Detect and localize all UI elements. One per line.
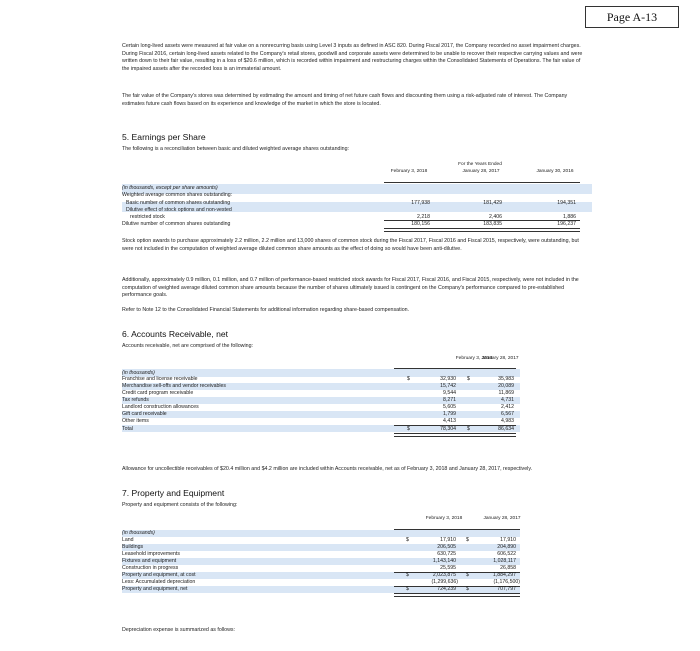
currency-symbol: $ [466,586,469,592]
eps-section-title: 5. Earnings per Share [122,132,206,142]
ppe-col-header-1: February 3, 2018 [425,516,463,521]
ar-col-header-1: February 3, 2018 [455,356,493,361]
eps-col-header-1: February 3, 2018 [390,169,428,174]
impairment-paragraph: Certain long-lived assets were measured at fair value on a nonrecurring basis using Level 3 inputs as defined in ASC 820. During Fiscal 2017, the Company recorded no asset impairment charges. During Fiscal 2016, certain long-lived assets related to the Company's retail stores, goodwill and corporate assets were determined to be unable to recover their respective carrying values and were written down to their fair value, resulting in a loss of $20.6 million, which is recorded within impairment and restructuring charges within the Consolidated Statements of Operations. The fair value of the impaired assets after the recorded loss is an immaterial amount. [122,43,583,73]
eps-note-reference: Refer to Note 12 to the Consolidated Financial Statements for additional information regarding share-based compensation. [122,307,410,313]
eps-units: (in thousands, except per share amounts) [122,185,218,191]
ar-units: (in thousands) [122,370,155,376]
currency-symbol: $ [406,537,409,543]
eps-table: For the Years Ended February 3, 2018 January 28, 2017 January 30, 2016 (in thousands, except per share amounts) Weighted average common shares outstanding: Basic number of common shares outstanding 177,938 181,429 194,351 Dilutive effect of stock options and non-vested restricted stock 2,218 2,406 1,886 [122,160,592,220]
ar-table: February 3, 2018 January 28, 2017 (in thousands) $ $ Franchise and license receivable 32,930 35,983 Merchandise sell-offs and vendor receivables 15,742 20,089 Credit card program receivable 9,544 11,869 Tax refunds 8,271 4,731 Landlord construction allowances 5,605 2,412 Gift card receivable 1,799 6,567 Other items 4,413 4,983 $ $ Total 78,304 86,634 [122,356,520,456]
currency-symbol: $ [466,572,469,578]
currency-symbol: $ [406,586,409,592]
currency-symbol: $ [407,376,410,382]
eps-note-antidilutive: Stock option awards to purchase approximately 2.2 million, 2.2 million and 13,000 shares of common stock during the Fiscal 2017, Fiscal 2016 and Fiscal 2015, respectively, were outstanding, but were not included in the computation of weighted average diluted common share amounts as the effect of doing so would have been anti-dilutive. [122,238,579,252]
eps-col-header-3: January 30, 2016 [536,169,574,174]
currency-symbol: $ [467,376,470,382]
eps-header-group: For the Years Ended [458,162,502,167]
currency-symbol: $ [406,572,409,578]
page-label: Page A-13 [585,6,679,28]
depreciation-note: Depreciation expense is summarized as follows: [122,627,236,633]
eps-col-header-2: January 28, 2017 [462,169,500,174]
ar-col-header-2: January 28, 2017 [481,356,519,361]
ppe-intro: Property and equipment consists of the following: [122,502,238,508]
ar-note: Allowance for uncollectible receivables of $20.4 million and $4.2 million are included within Accounts receivable, net as of February 3, 2018 and January 28, 2017, respectively. [122,466,533,472]
eps-total-row: Dilutive number of common shares outstanding 180,156 183,835 196,237 [122,221,592,231]
fair-value-paragraph: The fair value of the Company's stores was determined by estimating the amount and timing of net future cash flows and discounting them using a risk-adjusted rate of interest. The Company estimates future cash flows based on its experience and knowledge of the market in which the store is located. [122,93,568,107]
eps-intro: The following is a reconciliation between basic and diluted weighted average shares outstanding: [122,146,350,152]
ppe-table: February 3, 2018 January 28, 2017 (in thousands) $ $ Land 17,910 17,910 Buildings 206,505 204,890 Leasehold improvements 630,725 606,522 Fixtures and equipment 1,143,140 1,028,117 Construction in progress 25,595 26,858 $ $ Property and equipment, at cost 2,023,875 1,884,297 Less: Accumulated depreciation (1,299,636) (1,176,500) $ $ Property and equipment, net 724,239 707,797 [122,516,520,616]
currency-symbol: $ [407,426,410,432]
currency-symbol: $ [467,426,470,432]
ar-intro: Accounts receivable, net are comprised of the following: [122,343,254,349]
ppe-units: (in thousands) [122,530,155,536]
ppe-col-header-2: January 28, 2017 [483,516,521,521]
ar-section-title: 6. Accounts Receivable, net [122,329,229,339]
currency-symbol: $ [466,537,469,543]
eps-note-performance: Additionally, approximately 0.9 million, 0.1 million, and 0.7 million of performance-based restricted stock awards for Fiscal 2017, Fiscal 2016, and Fiscal 2015, respectively, were not included in the computation of weighted average diluted common share amounts because the number of shares ultimately issued is contingent on the Company's performance compared to pre-established performance goals. [122,277,579,299]
ppe-section-title: 7. Property and Equipment [122,488,225,498]
